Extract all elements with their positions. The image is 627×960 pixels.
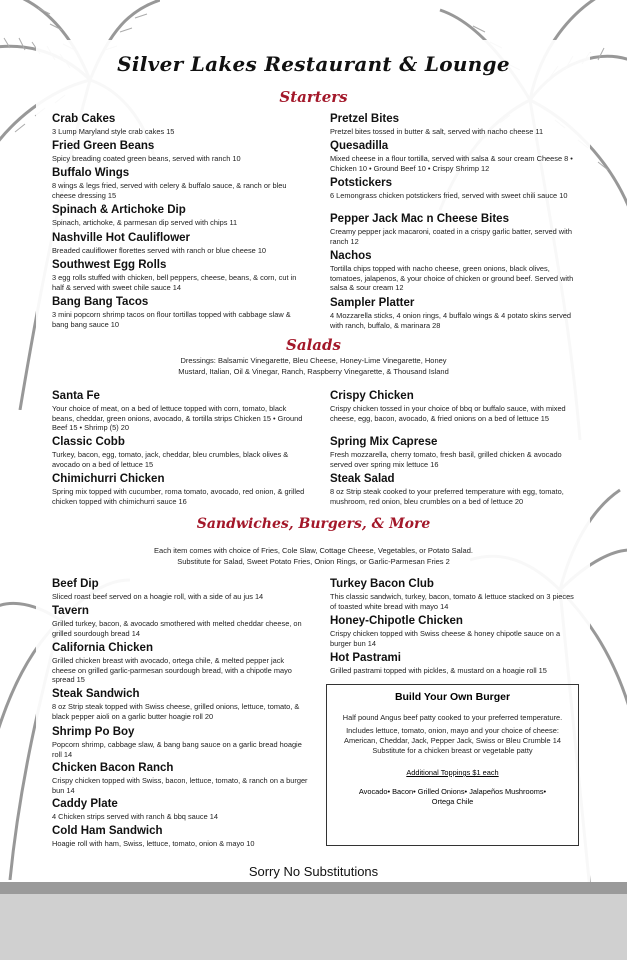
item-name: Santa Fe: [52, 390, 100, 402]
menu-item: [52, 762, 308, 795]
menu-item: [52, 578, 308, 602]
item-desc: Grilled turkey, bacon, & avocado smothered with melted cheddar cheese, on grilled sourdough bread 14: [52, 619, 302, 638]
substitute-note: Substitute for Salad, Sweet Potato Fries, Onion Rings, or Garlic-Parmesan Fries 2: [177, 557, 450, 566]
item-desc: Tortilla chips topped with nacho cheese, green onions, black olives, tomatoes, jalapenos, & your choice of chicken or ground beef. Served with salsa & sour cream 12: [330, 264, 574, 293]
menu-item: [330, 250, 578, 293]
item-desc: Mixed cheese in a flour tortilla, served with salsa & sour cream Cheese 8 • Chicken 10 • Ground Beef 10 • Crispy Shrimp 12: [330, 154, 573, 173]
item-desc: Creamy pepper jack macaroni, coated in a crispy garlic batter, served with ranch 12: [330, 227, 572, 246]
item-desc: Your choice of meat, on a bed of lettuce topped with corn, tomato, black beans, cheddar, green onions, avocado, & tortilla strips Chicken 15 • Ground Beef 15 • Shrimp (5) 20: [52, 404, 303, 433]
item-desc: Fresh mozzarella, cherry tomato, fresh basil, grilled chicken & avocado served over spring mix lettuce 16: [330, 450, 562, 469]
menu-item: [52, 204, 308, 228]
sides-note: Each item comes with choice of Fries, Cole Slaw, Cottage Cheese, Vegetables, or Potato Salad.: [154, 546, 473, 555]
item-name: Steak Sandwich: [52, 688, 140, 700]
menu-item: [52, 296, 308, 329]
item-desc: Sliced roast beef served on a hoagie roll, with a side of au jus 14: [52, 592, 264, 601]
salads-heading: Salads: [286, 336, 341, 354]
item-name: Chimichurri Chicken: [52, 473, 165, 485]
item-desc: Breaded cauliflower florettes served with ranch or blue cheese 10: [52, 246, 267, 255]
item-name: Nashville Hot Cauliflower: [52, 232, 191, 244]
item-name: Classic Cobb: [52, 436, 125, 448]
item-desc: 4 Mozzarella sticks, 4 onion rings, 4 buffalo wings & 4 potato skins served with ranch, buffalo, & marinara 28: [330, 311, 572, 330]
menu-item: [330, 615, 578, 648]
item-name: Buffalo Wings: [52, 167, 130, 179]
menu-item: [52, 825, 308, 849]
item-desc: Grilled pastrami topped with pickles, & mustard on a hoagie roll 15: [330, 666, 547, 675]
item-name: Tavern: [52, 605, 89, 617]
item-desc: 4 Chicken strips served with ranch & bbq sauce 14: [52, 812, 218, 821]
item-name: Steak Salad: [330, 473, 395, 485]
item-desc: This classic sandwich, turkey, bacon, tomato & lettuce stacked on 3 pieces of toasted white bread with mayo 14: [330, 592, 574, 611]
item-name: Crab Cakes: [52, 113, 116, 125]
item-desc: Spicy breading coated green beans, served with ranch 10: [52, 154, 241, 163]
no-substitutions-note: Sorry No Substitutions: [248, 864, 379, 879]
item-name: Southwest Egg Rolls: [52, 259, 167, 271]
item-desc: 8 oz Strip steak topped with Swiss cheese, grilled onions, lettuce, tomato, & black pepper aioli on a garlic butter hoagie roll 20: [52, 702, 300, 721]
menu-item: [52, 390, 308, 433]
item-name: Fried Green Beans: [52, 140, 155, 152]
item-name: Caddy Plate: [52, 798, 118, 810]
item-name: Crispy Chicken: [330, 390, 414, 402]
item-desc: 8 oz Strip steak cooked to your preferred temperature with egg, tomato, mushroom, red onion, bleu crumbles on a bed of lettuce 20: [330, 487, 564, 506]
item-desc: Hoagie roll with ham, Swiss, lettuce, tomato, onion & mayo 10: [52, 839, 255, 848]
item-name: Spring Mix Caprese: [330, 436, 438, 448]
menu-item: [52, 232, 308, 256]
item-desc: 6 Lemongrass chicken potstickers fried, served with sweet chili sauce 10: [330, 191, 568, 200]
item-name: Nachos: [330, 250, 372, 262]
menu-item: [330, 140, 578, 173]
item-desc: Crispy chicken topped with Swiss cheese & honey chipotle sauce on a burger bun 14: [330, 629, 561, 648]
sandwiches-heading: Sandwiches, Burgers, & More: [196, 516, 431, 532]
menu-item: [52, 798, 308, 822]
starters-heading: Starters: [279, 88, 348, 106]
item-name: California Chicken: [52, 642, 153, 654]
menu-item: [52, 259, 308, 292]
bottom-band: [0, 882, 627, 894]
menu-item: [52, 167, 308, 200]
menu-item: [52, 436, 308, 469]
byob-heading: Build Your Own Burger: [394, 691, 511, 703]
item-desc: Spinach, artichoke, & parmesan dip served with chips 11: [52, 218, 238, 227]
build-your-own-burger-box: [326, 684, 579, 846]
menu-item: [52, 642, 308, 685]
item-desc: Crispy chicken tossed in your choice of bbq or buffalo sauce, with mixed cheese, egg, bacon, avocado, & fried onions on a bed of lettuce 15: [330, 404, 566, 423]
menu-item: [330, 578, 578, 611]
menu-item: [330, 436, 578, 469]
byob-toppings: Avocado• Bacon• Grilled Onions• Jalapeños Mushrooms• Ortega Chile: [358, 787, 547, 806]
item-name: Turkey Bacon Club: [330, 578, 434, 590]
menu-item: [52, 688, 308, 721]
item-desc: 8 wings & legs fried, served with celery & buffalo sauce, & ranch or bleu cheese dressing 15: [52, 181, 287, 200]
restaurant-title: Silver Lakes Restaurant & Lounge: [117, 52, 510, 76]
menu-item: [330, 297, 578, 330]
item-desc: Popcorn shrimp, cabbage slaw, & bang bang sauce on a garlic bread hoagie roll 14: [52, 740, 302, 759]
menu-item: [330, 177, 578, 201]
byob-desc-1: Half pound Angus beef patty cooked to your preferred temperature.: [342, 713, 563, 722]
byob-desc-3: Substitute for a chicken breast or vegetable patty: [372, 746, 533, 755]
menu-item: [330, 473, 578, 506]
item-name: Beef Dip: [52, 578, 99, 590]
item-name: Honey-Chipotle Chicken: [330, 615, 463, 627]
item-name: Cold Ham Sandwich: [52, 825, 163, 837]
item-name: Sampler Platter: [330, 297, 415, 309]
item-desc: Grilled chicken breast with avocado, ortega chile, & melted pepper jack cheese on grilled garlic-parmesan sourdough bread, with a chipotle mayo spread 15: [52, 656, 292, 685]
item-desc: Turkey, bacon, egg, tomato, jack, cheddar, bleu crumbles, black olives & avocado on a bed of lettuce 15: [52, 450, 289, 469]
item-name: Bang Bang Tacos: [52, 296, 149, 308]
menu-item: [52, 726, 308, 759]
item-desc: 3 mini popcorn shrimp tacos on flour tortillas topped with cabbage slaw & bang bang sauce 10: [52, 310, 291, 329]
item-name: Shrimp Po Boy: [52, 726, 135, 738]
item-name: Spinach & Artichoke Dip: [52, 204, 186, 216]
item-name: Chicken Bacon Ranch: [52, 762, 174, 774]
menu-item: [52, 113, 308, 137]
item-desc: 3 Lump Maryland style crab cakes 15: [52, 127, 175, 136]
byob-toppings-title: Additional Toppings $1 each: [406, 768, 499, 777]
menu-item: [330, 213, 578, 246]
item-name: Pretzel Bites: [330, 113, 400, 125]
bottom-area: [0, 894, 627, 960]
item-desc: 3 egg rolls stuffed with chicken, bell peppers, cheese, beans, & corn, cut in half & served with sweet chile sauce 14: [52, 273, 297, 292]
item-name: Quesadilla: [330, 140, 389, 152]
dressings-note: Dressings: Balsamic Vinegarette, Bleu Cheese, Honey-Lime Vinegarette, Honey Mustard, Italian, Oil & Vinegar, Ranch, Raspberry Vinegarette, & Thousand Island: [178, 356, 449, 376]
item-desc: Crispy chicken topped with Swiss, bacon, lettuce, tomato, & ranch on a burger bun 14: [52, 776, 308, 795]
item-name: Hot Pastrami: [330, 652, 401, 664]
item-name: Potstickers: [330, 177, 393, 189]
item-name: Pepper Jack Mac n Cheese Bites: [330, 213, 509, 225]
menu-item: [330, 390, 578, 423]
item-desc: Pretzel bites tossed in butter & salt, served with nacho cheese 11: [330, 127, 544, 136]
menu-item: [52, 605, 308, 638]
byob-desc-2: Includes lettuce, tomato, onion, mayo and your choice of cheese: American, Cheddar, Jack, Pepper Jack, Swiss or Bleu Crumble 14: [344, 726, 561, 745]
menu-item: [330, 113, 578, 137]
item-desc: Spring mix topped with cucumber, roma tomato, avocado, red onion, & grilled chicken topped with chimichurri sauce 16: [52, 487, 305, 506]
menu-item: [330, 652, 578, 676]
menu-item: [52, 473, 308, 506]
menu-item: [52, 140, 308, 164]
